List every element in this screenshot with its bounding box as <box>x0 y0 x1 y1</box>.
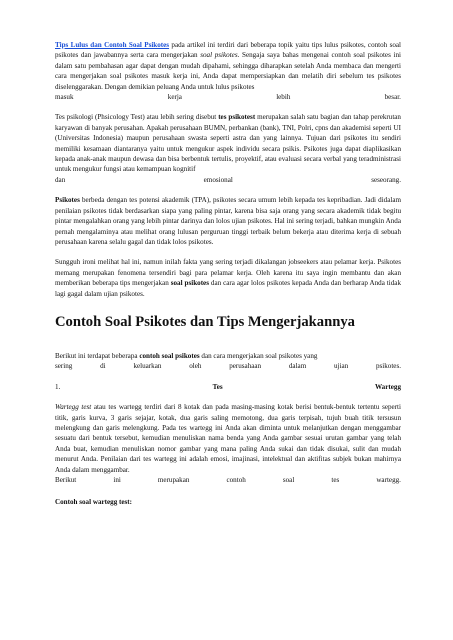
word: kerja <box>167 93 182 102</box>
section-heading: Contoh Soal Psikotes dan Tips Mengerjakannya <box>55 313 355 330</box>
title-link[interactable]: Tips Lulus dan Contoh Soal Psikotes <box>55 41 170 49</box>
word: wartegg. <box>376 476 401 484</box>
justified-last-line <box>55 361 401 371</box>
bold-text: contoh soal psikotes <box>139 351 200 360</box>
list-item-wartegg <box>55 382 401 392</box>
italic-text: soal psikotes <box>200 51 238 60</box>
word: merupakan <box>157 476 190 484</box>
text: atau tes wartegg terdiri dari 8 kotak dan pada masing-masing kotak berisi bentuk-bentuk tertentu seperti titik, garis kurva, 3 garis sejajar, kotak, dua garis saling memotong, dua garis terpisah, tujuh buah titik tersusun melengkung dan garis melengkung. Pada tes wartegg ini Anda akan diminta untuk melanjutkan dengan menggambar sesuatu dari bentuk tersebut, kemudian menuliskan nama benda yang Anda gambar sesuai urutan gambar yang telah Anda buat, kemudian menuliskan nomor gambar yang mana paling Anda sukai dan tidak disukai, sulit dan mudah menurut Anda. Penilaian dari tes wartegg ini adalah emosi, imajinasi, intelektual dan aktifitas subjek bukan mahirnya Anda dalam menggambar. <box>55 403 401 474</box>
word: perusahaan <box>229 362 262 371</box>
word: contoh <box>226 476 246 484</box>
word: besar. <box>384 93 401 102</box>
paragraph-wartegg <box>55 402 401 485</box>
list-item-label: Tes <box>212 382 223 391</box>
justified-last-line <box>55 475 401 485</box>
text: dan cara agar lolos psikotes kepada Anda dan berharap Anda tidak lagi gagal dalam ujian psikotes. <box>55 279 401 298</box>
subsection-label: Contoh soal wartegg test: <box>55 498 133 507</box>
word: dalam <box>288 362 307 371</box>
word: oleh <box>189 362 202 371</box>
word: emosional <box>203 175 233 184</box>
text: berbeda dengan tes potensi akademik (TPA), psikotes secara umum lebih kepada tes kepribadian. Jadi didalam penilaian psikotes tidak berdasarkan siapa yang paling pintar, karena bisa saja orang yang secara akademik tidak begitu pintar mengalahkan orang yang lebih pintar darinya dan lolos ujian psikotes. Hal ini sering terjadi, bahkan mungkin Anda pernah mengalaminya atau melihat orang lulusan perguruan tinggi terbaik belum bekerja atau diterima kerja di sebuah perusahaan karena selalu gagal dan tidak lolos psikotes. <box>55 196 401 246</box>
paragraph-berikut <box>55 351 401 372</box>
text: Sungguh ironi melihat hal ini, namun inilah fakta yang sering terjadi dikalangan jobseekers atau pelamar kerja. Psikotes memang merupakan fenomena tersendiri bagi para pelamar kerja. Oleh karena itu saya ingin membantu dan akan memberikan beberapa tips mengerjakan <box>55 258 401 288</box>
justified-last-line <box>55 175 401 185</box>
paragraph-psikotes <box>55 195 401 247</box>
bold-text: soal psikotes <box>170 279 209 288</box>
text: Tes psikologi (Phsicology Test) atau lebih sering disebut <box>55 113 219 122</box>
word: lebih <box>276 93 291 102</box>
text: dan cara mengerjakan soal psikotes yang <box>199 351 318 360</box>
word: psikotes. <box>375 362 401 371</box>
text: pada artikel ini terdiri dari beberapa topik yaitu tips lulus psikotes, contoh soal psikotes dan jawabannya serta cara mengerjakan <box>55 41 401 60</box>
word: keluarkan <box>133 362 162 371</box>
bold-text: Psikotes <box>55 196 80 205</box>
bold-text: tes psikotest <box>218 113 256 122</box>
paragraph-ironi <box>55 257 401 299</box>
text: Berikut ini terdapat beberapa <box>55 351 140 360</box>
text: . Sengaja saya bahas mengenai contoh soal psikotes ini dalam satu pembahasan agar dapat dengan mudah dipahami, sehingga diharapkan setelah Anda membaca dan mengerti cara mengerjakan soal psikotes masuk kerja ini, Anda dapat mempersiapkan dan melatih diri sebelum tes psikotes diselenggarakan. Dengan demikian peluang Anda untuk lulus psikotes <box>55 51 401 91</box>
justified-last-line <box>55 92 401 102</box>
word: ini <box>113 476 121 484</box>
word: sering <box>55 362 73 371</box>
paragraph-psikologi <box>55 112 401 185</box>
word: masuk <box>55 93 74 102</box>
word: dan <box>55 175 66 184</box>
list-number: 1. <box>55 382 61 391</box>
word: tes <box>331 476 340 484</box>
word: di <box>100 362 106 371</box>
text: merupakan salah satu bagian dan tahap perekrutan karyawan di banyak perusahan. Apakah perusahaan BUMN, perbankan (bank), TNI, Polri, cpns dan akademisi seperti UI (Universitas Indonesia) maupun perusahaan swasta seperti astra dan yang lainnya. Tujuan dari psikotes itu sendiri memiliki kesamaan diantaranya yaitu untuk mengukur aspek individu secara psikis. Psikotes juga dapat diaplikasikan kepada anak-anak maupun dewasa dan bisa berbentuk tertulis, proyektif, atau evaluasi secara verbal yang teradministrasi untuk mengukur fungsi atau kemampuan kognitif <box>55 113 401 174</box>
word: soal <box>282 476 295 484</box>
article-body <box>55 40 401 518</box>
word: Berikut <box>55 476 77 484</box>
italic-text: Wartegg test <box>55 403 92 412</box>
paragraph-intro <box>55 40 401 102</box>
word: seseorang. <box>371 175 401 184</box>
word: ujian <box>334 362 349 371</box>
list-item-name: Wartegg <box>374 382 401 391</box>
